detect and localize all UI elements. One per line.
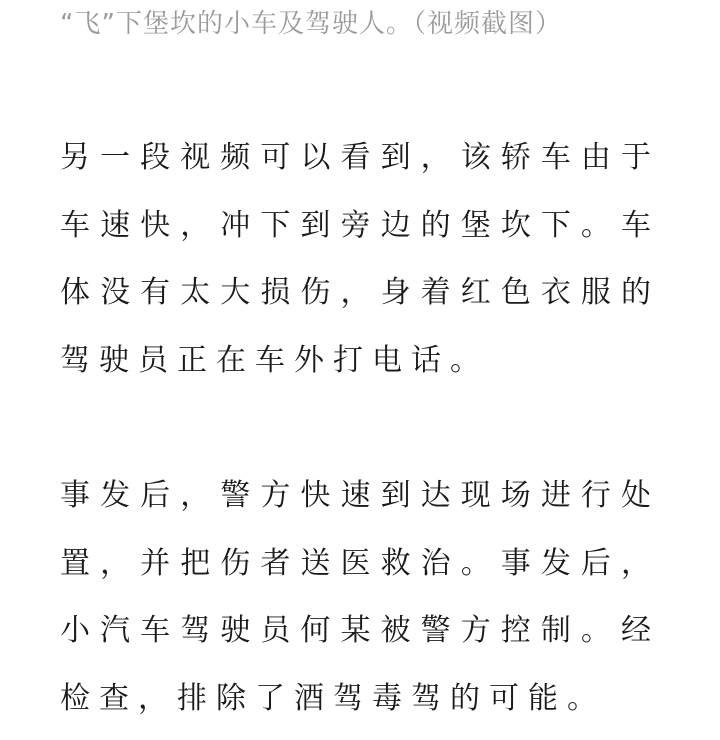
image-caption: “飞”下堡坎的小车及驾驶人。（视频截图）	[60, 9, 562, 39]
article-paragraph: 另一段视频可以看到，该轿车由于车速快，冲下到旁边的堡坎下。车体没有太大损伤，身着红色衣服的驾驶员正在车外打电话。	[60, 140, 660, 378]
article-paragraph: 事发后，警方快速到达现场进行处置，并把伤者送医救治。事发后，小汽车驾驶员何某被警方控制。经检查，排除了酒驾毒驾的可能。	[60, 478, 660, 716]
